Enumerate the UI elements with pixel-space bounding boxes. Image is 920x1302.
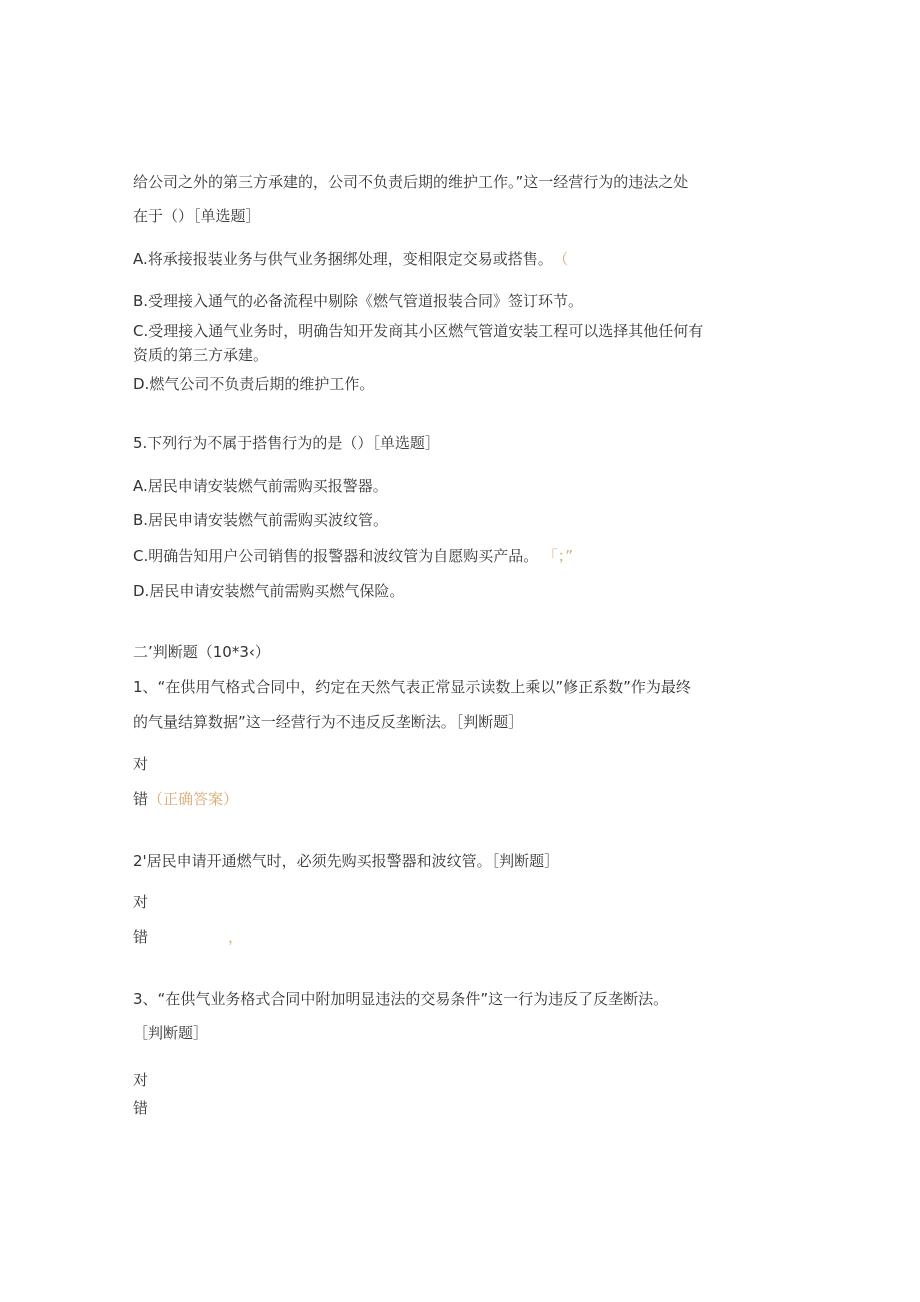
j1-option-true[interactable]: 对: [133, 755, 149, 773]
q4-option-a-text: A.将承接报装业务与供气业务捆绑处理，变相限定交易或搭售。: [133, 250, 553, 268]
q5-option-c-mark: 「；”: [550, 547, 574, 565]
j1-stem-line1: 1、“在供用气格式合同中，约定在天然气表正常显示读数上乘以”修正系数”作为最终: [133, 678, 691, 696]
q4-stem-line1: 给公司之外的第三方承建的，公司不负责后期的维护工作。”这一经营行为的违法之处: [133, 173, 689, 191]
j3-stem-line1: 3、“在供气业务格式合同中附加明显违法的交易条件”这一行为违反了反垄断法。: [133, 990, 669, 1008]
q5-title: 5.下列行为不属于搭售行为的是（）［单选题］: [133, 434, 440, 452]
q4-option-a[interactable]: [133, 249, 568, 269]
q4-option-c-line2: 资质的第三方承建。: [133, 346, 269, 364]
j1-option-false[interactable]: [133, 789, 238, 809]
j1-option-false-text: 错: [133, 790, 149, 808]
q5-option-d[interactable]: D.居民申请安装燃气前需购买燃气保险。: [133, 582, 405, 600]
q5-option-a[interactable]: A.居民申请安装燃气前需购买报警器。: [133, 477, 388, 495]
j2-title: 2'居民申请开通燃气时，必须先购买报警器和波纹管。［判断题］: [133, 852, 560, 870]
j3-option-true[interactable]: 对: [133, 1071, 149, 1089]
section-title-judgement: 二’判断题（10*3‹）: [133, 643, 270, 661]
q4-option-b[interactable]: B.受理接入通气的必备流程中剔除《燃气管道报装合同》签订环节。: [133, 292, 584, 310]
j3-option-false[interactable]: 错: [133, 1099, 149, 1117]
j2-option-true[interactable]: 对: [133, 893, 149, 911]
j3-stem-line2: ［判断题］: [133, 1024, 209, 1042]
q5-option-c-text: C.明确告知用户公司销售的报警器和波纹管为自愿购买产品。: [133, 547, 539, 565]
j2-option-false[interactable]: [133, 927, 243, 947]
q4-option-a-mark: （: [560, 250, 569, 268]
q5-option-c[interactable]: [133, 546, 573, 566]
j2-option-false-text: 错: [133, 928, 149, 946]
j2-stray-mark: ，: [228, 928, 244, 946]
q4-option-d[interactable]: D.燃气公司不负责后期的维护工作。: [133, 375, 375, 393]
correct-answer-badge: （正确答案）: [148, 790, 239, 808]
q4-stem-line2: 在于（）［单选题］: [133, 207, 261, 225]
q5-option-b[interactable]: B.居民申请安装燃气前需购买波纹管。: [133, 511, 389, 529]
q4-option-c-line1[interactable]: C.受理接入通气业务时，明确告知开发商其小区燃气管道安装工程可以选择其他任何有: [133, 322, 704, 340]
j1-stem-line2: 的气量结算数据”这一经营行为不违反反垄断法。［判断题］: [133, 713, 524, 731]
